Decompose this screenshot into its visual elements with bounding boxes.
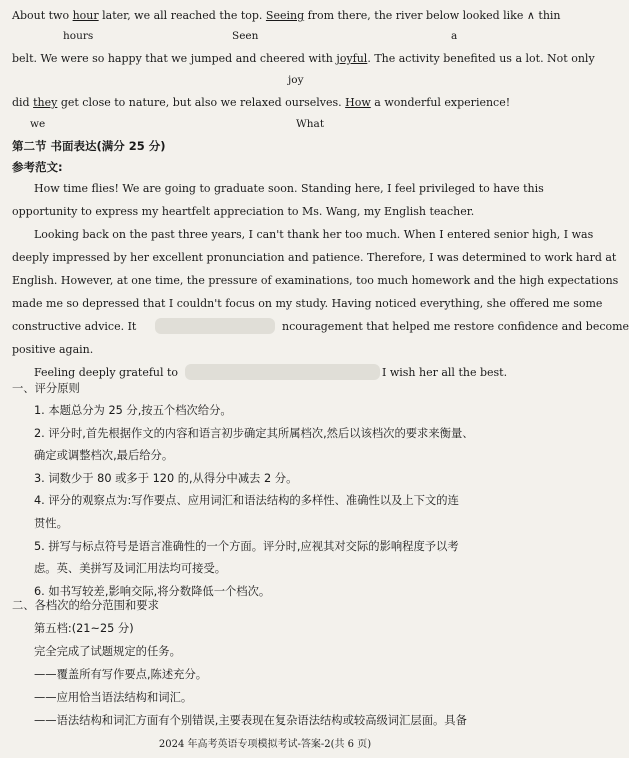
sample-label: 参考范文: [12, 160, 63, 174]
text-segment: Feeling deeply grateful to [34, 366, 179, 379]
page-footer: 2024 年高考英语专项模拟考试-答案-2(共 6 页) [158, 739, 372, 750]
text-segment: I wish her all the best. [382, 366, 508, 379]
text-segment: ncouragement that helped me restore confidence and become [282, 320, 629, 333]
principle-item: 2. 评分时,首先根据作文的内容和语言初步确定其所属档次,然后以该档次的要求来衡量、 [34, 426, 474, 440]
correction-word: hours [63, 30, 94, 42]
text-segment: About two [12, 9, 73, 22]
principle-item: 虑。英、美拼写及词汇用法均可接受。 [34, 562, 227, 576]
marked-word: Seeing [265, 9, 305, 22]
text-segment: belt. We were so happy that we jumped and cheered with [12, 52, 337, 65]
illegible-smudge [185, 364, 380, 380]
text-segment: a wonderful experience! [370, 96, 511, 109]
level-requirement: ——覆盖所有写作要点,陈述充分。 [34, 668, 208, 681]
principle-item: 确定或调整档次,最后给分。 [34, 449, 174, 463]
essay-line: opportunity to express my heartfelt appreciation to Ms. Wang, my English teacher. [12, 205, 475, 218]
text-segment: . The activity benefited us a lot. Not only [367, 52, 595, 65]
text-segment: did [12, 96, 34, 109]
marked-word: How [345, 96, 371, 109]
correction-line-3 [12, 96, 520, 110]
essay-line: deeply impressed by her excellent pronunciation and patience. Therefore, I was determined to work hard at [12, 251, 617, 264]
insert-caret-icon: ∧ [526, 9, 535, 22]
text-segment: get close to nature, but also we relaxed ourselves. [57, 96, 346, 109]
essay-line: English. However, at one time, the pressure of examinations, too much homework and the high expectations [12, 274, 619, 287]
level-requirement: ——应用恰当语法结构和词汇。 [34, 691, 193, 704]
marked-word: hour [72, 9, 99, 22]
principle-item: 贯性。 [34, 517, 68, 530]
text-segment: thin [534, 9, 561, 22]
correction-word: What [296, 118, 325, 130]
principle-item: 1. 本题总分为 25 分,按五个档次给分。 [34, 404, 232, 417]
essay-line: made me so depressed that I couldn't focus on my study. Having noticed everything, she offered me some [12, 297, 603, 310]
levels-heading: 二、各档次的给分范围和要求 [12, 599, 159, 612]
text-segment: from there, the river below looked like [304, 9, 527, 22]
section-title: 第二节 书面表达(满分 25 分) [12, 139, 166, 153]
marked-word: they [33, 96, 58, 109]
essay-line: Looking back on the past three years, I can't thank her too much. When I entered senior high, I was [34, 228, 594, 241]
essay-line: positive again. [12, 343, 94, 356]
principle-item: 3. 词数少于 80 或多于 120 的,从得分中减去 2 分。 [34, 471, 298, 485]
principle-item: 6. 如书写较差,影响交际,将分数降低一个档次。 [34, 584, 271, 598]
correction-word: Seen [232, 30, 259, 42]
level-requirement: ——语法结构和词汇方面有个别错误,主要表现在复杂语法结构或较高级词汇层面。具备 [34, 714, 467, 727]
correction-line-2 [12, 52, 595, 66]
principles-heading: 一、评分原则 [12, 382, 80, 395]
correction-word: joy [288, 74, 304, 86]
essay-line: How time flies! We are going to graduate soon. Standing here, I feel privileged to have this [34, 182, 544, 195]
level-title: 第五档:(21~25 分) [34, 622, 134, 635]
principle-item: 4. 评分的观察点为:写作要点、应用词汇和语法结构的多样性、准确性以及上下文的连 [34, 494, 459, 508]
correction-line-1 [12, 9, 561, 23]
level-requirement: 完全完成了试题规定的任务。 [34, 645, 181, 658]
correction-word: we [30, 118, 46, 130]
illegible-smudge [155, 318, 275, 334]
marked-word: joyful [336, 52, 368, 65]
text-segment: later, we all reached the top. [98, 9, 266, 22]
principle-item: 5. 拼写与标点符号是语言准确性的一个方面。评分时,应视其对交际的影响程度予以考 [34, 539, 459, 553]
text-segment: constructive advice. It [12, 320, 137, 333]
correction-word: a [451, 30, 458, 42]
